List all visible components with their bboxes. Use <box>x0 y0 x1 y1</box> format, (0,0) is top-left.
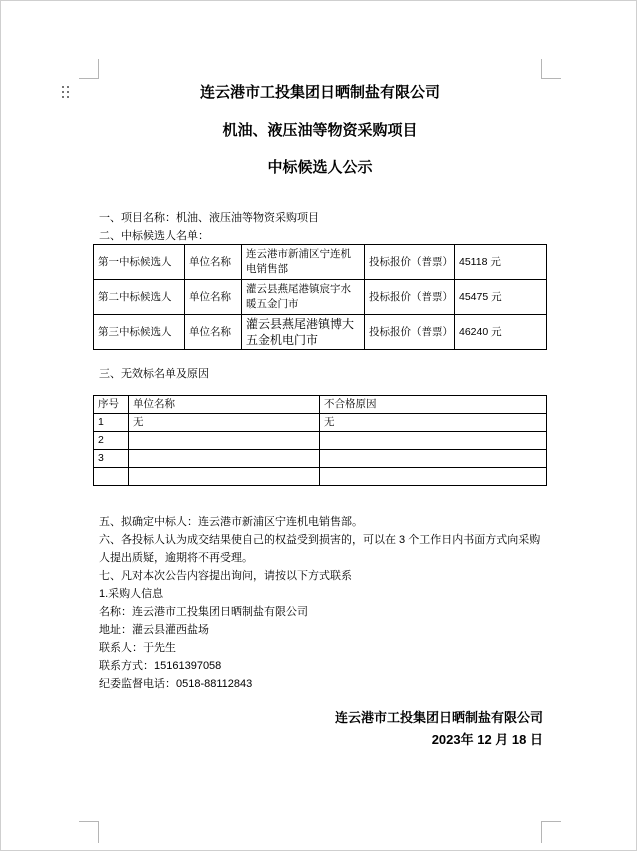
price-label: 投标报价（普票） <box>365 280 455 315</box>
unit-cell <box>129 450 320 468</box>
text-boundary-mark-bottom-left <box>79 821 99 843</box>
buyer-name: 名称：连云港市工投集团日晒制盐有限公司 <box>99 606 308 618</box>
price-label: 投标报价（普票） <box>365 315 455 350</box>
section-project-name: 一、项目名称：机油、液压油等物资采购项目 <box>99 212 319 224</box>
unit-label: 单位名称 <box>185 245 242 280</box>
section-objection-notice: 六、各投标人认为成交结果使自己的权益受到损害的，可以在 3 个工作日内书面方式向采购人提出质疑，逾期将不再受理。 <box>99 534 541 564</box>
price-value: 46240 元 <box>455 315 547 350</box>
table-row <box>94 468 547 486</box>
seq-cell: 3 <box>94 450 129 468</box>
discipline-phone: 纪委监督电话：0518-88112843 <box>99 678 253 690</box>
candidate-rank: 第二中标候选人 <box>94 280 185 315</box>
reason-cell <box>320 450 547 468</box>
drag-handle-icon[interactable] <box>62 86 69 98</box>
unit-name: 灌云县燕尾港镇宸宇水暖五金门市 <box>242 280 365 315</box>
footer-company-signature: 连云港市工投集团日晒制盐有限公司 <box>334 710 543 725</box>
doc-title-company: 连云港市工投集团日晒制盐有限公司 <box>199 84 440 101</box>
col-header-unit: 单位名称 <box>129 396 320 414</box>
candidate-rank: 第三中标候选人 <box>94 315 185 350</box>
doc-title-announcement: 中标候选人公示 <box>267 159 373 176</box>
text-boundary-mark-top-left <box>79 59 99 79</box>
unit-cell: 无 <box>129 414 320 432</box>
contact-person: 联系人：于先生 <box>99 642 176 654</box>
candidates-table <box>93 244 547 350</box>
reason-cell <box>320 468 547 486</box>
section-proposed-winner: 五、拟确定中标人：连云港市新浦区宁连机电销售部。 <box>99 516 363 528</box>
seq-cell: 1 <box>94 414 129 432</box>
buyer-address: 地址：灌云县灌西盐场 <box>99 624 209 636</box>
price-value: 45118 元 <box>455 245 547 280</box>
section-invalid-bids-heading: 三、无效标名单及原因 <box>99 368 209 380</box>
section-candidate-list-heading: 二、中标候选人名单： <box>99 230 209 242</box>
unit-cell <box>129 432 320 450</box>
price-label: 投标报价（普票） <box>365 245 455 280</box>
price-value: 45475 元 <box>455 280 547 315</box>
seq-cell <box>94 468 129 486</box>
reason-cell: 无 <box>320 414 547 432</box>
table-row <box>94 414 547 432</box>
col-header-reason: 不合格原因 <box>320 396 547 414</box>
table-row <box>94 280 547 315</box>
text-boundary-mark-top-right <box>541 59 561 79</box>
col-header-seq: 序号 <box>94 396 129 414</box>
unit-label: 单位名称 <box>185 315 242 350</box>
unit-name: 灌云县燕尾港镇博大五金机电门市 <box>242 315 365 350</box>
section-inquiry-contact: 七、凡对本次公告内容提出询问，请按以下方式联系 <box>99 570 352 582</box>
text-boundary-mark-bottom-right <box>541 821 561 843</box>
unit-name: 连云港市新浦区宁连机电销售部 <box>242 245 365 280</box>
invalid-bids-table <box>93 395 547 486</box>
unit-label: 单位名称 <box>185 280 242 315</box>
table-header-row <box>94 396 547 414</box>
unit-cell <box>129 468 320 486</box>
contact-phone: 联系方式：15161397058 <box>99 660 222 672</box>
footer-date: 2023年 12 月 18 日 <box>431 732 543 747</box>
table-row <box>94 432 547 450</box>
doc-title-project: 机油、液压油等物资采购项目 <box>222 122 418 139</box>
reason-cell <box>320 432 547 450</box>
table-row <box>94 450 547 468</box>
candidate-rank: 第一中标候选人 <box>94 245 185 280</box>
table-row <box>94 315 547 350</box>
seq-cell: 2 <box>94 432 129 450</box>
buyer-info-heading: 1.采购人信息 <box>99 588 164 600</box>
table-row <box>94 245 547 280</box>
